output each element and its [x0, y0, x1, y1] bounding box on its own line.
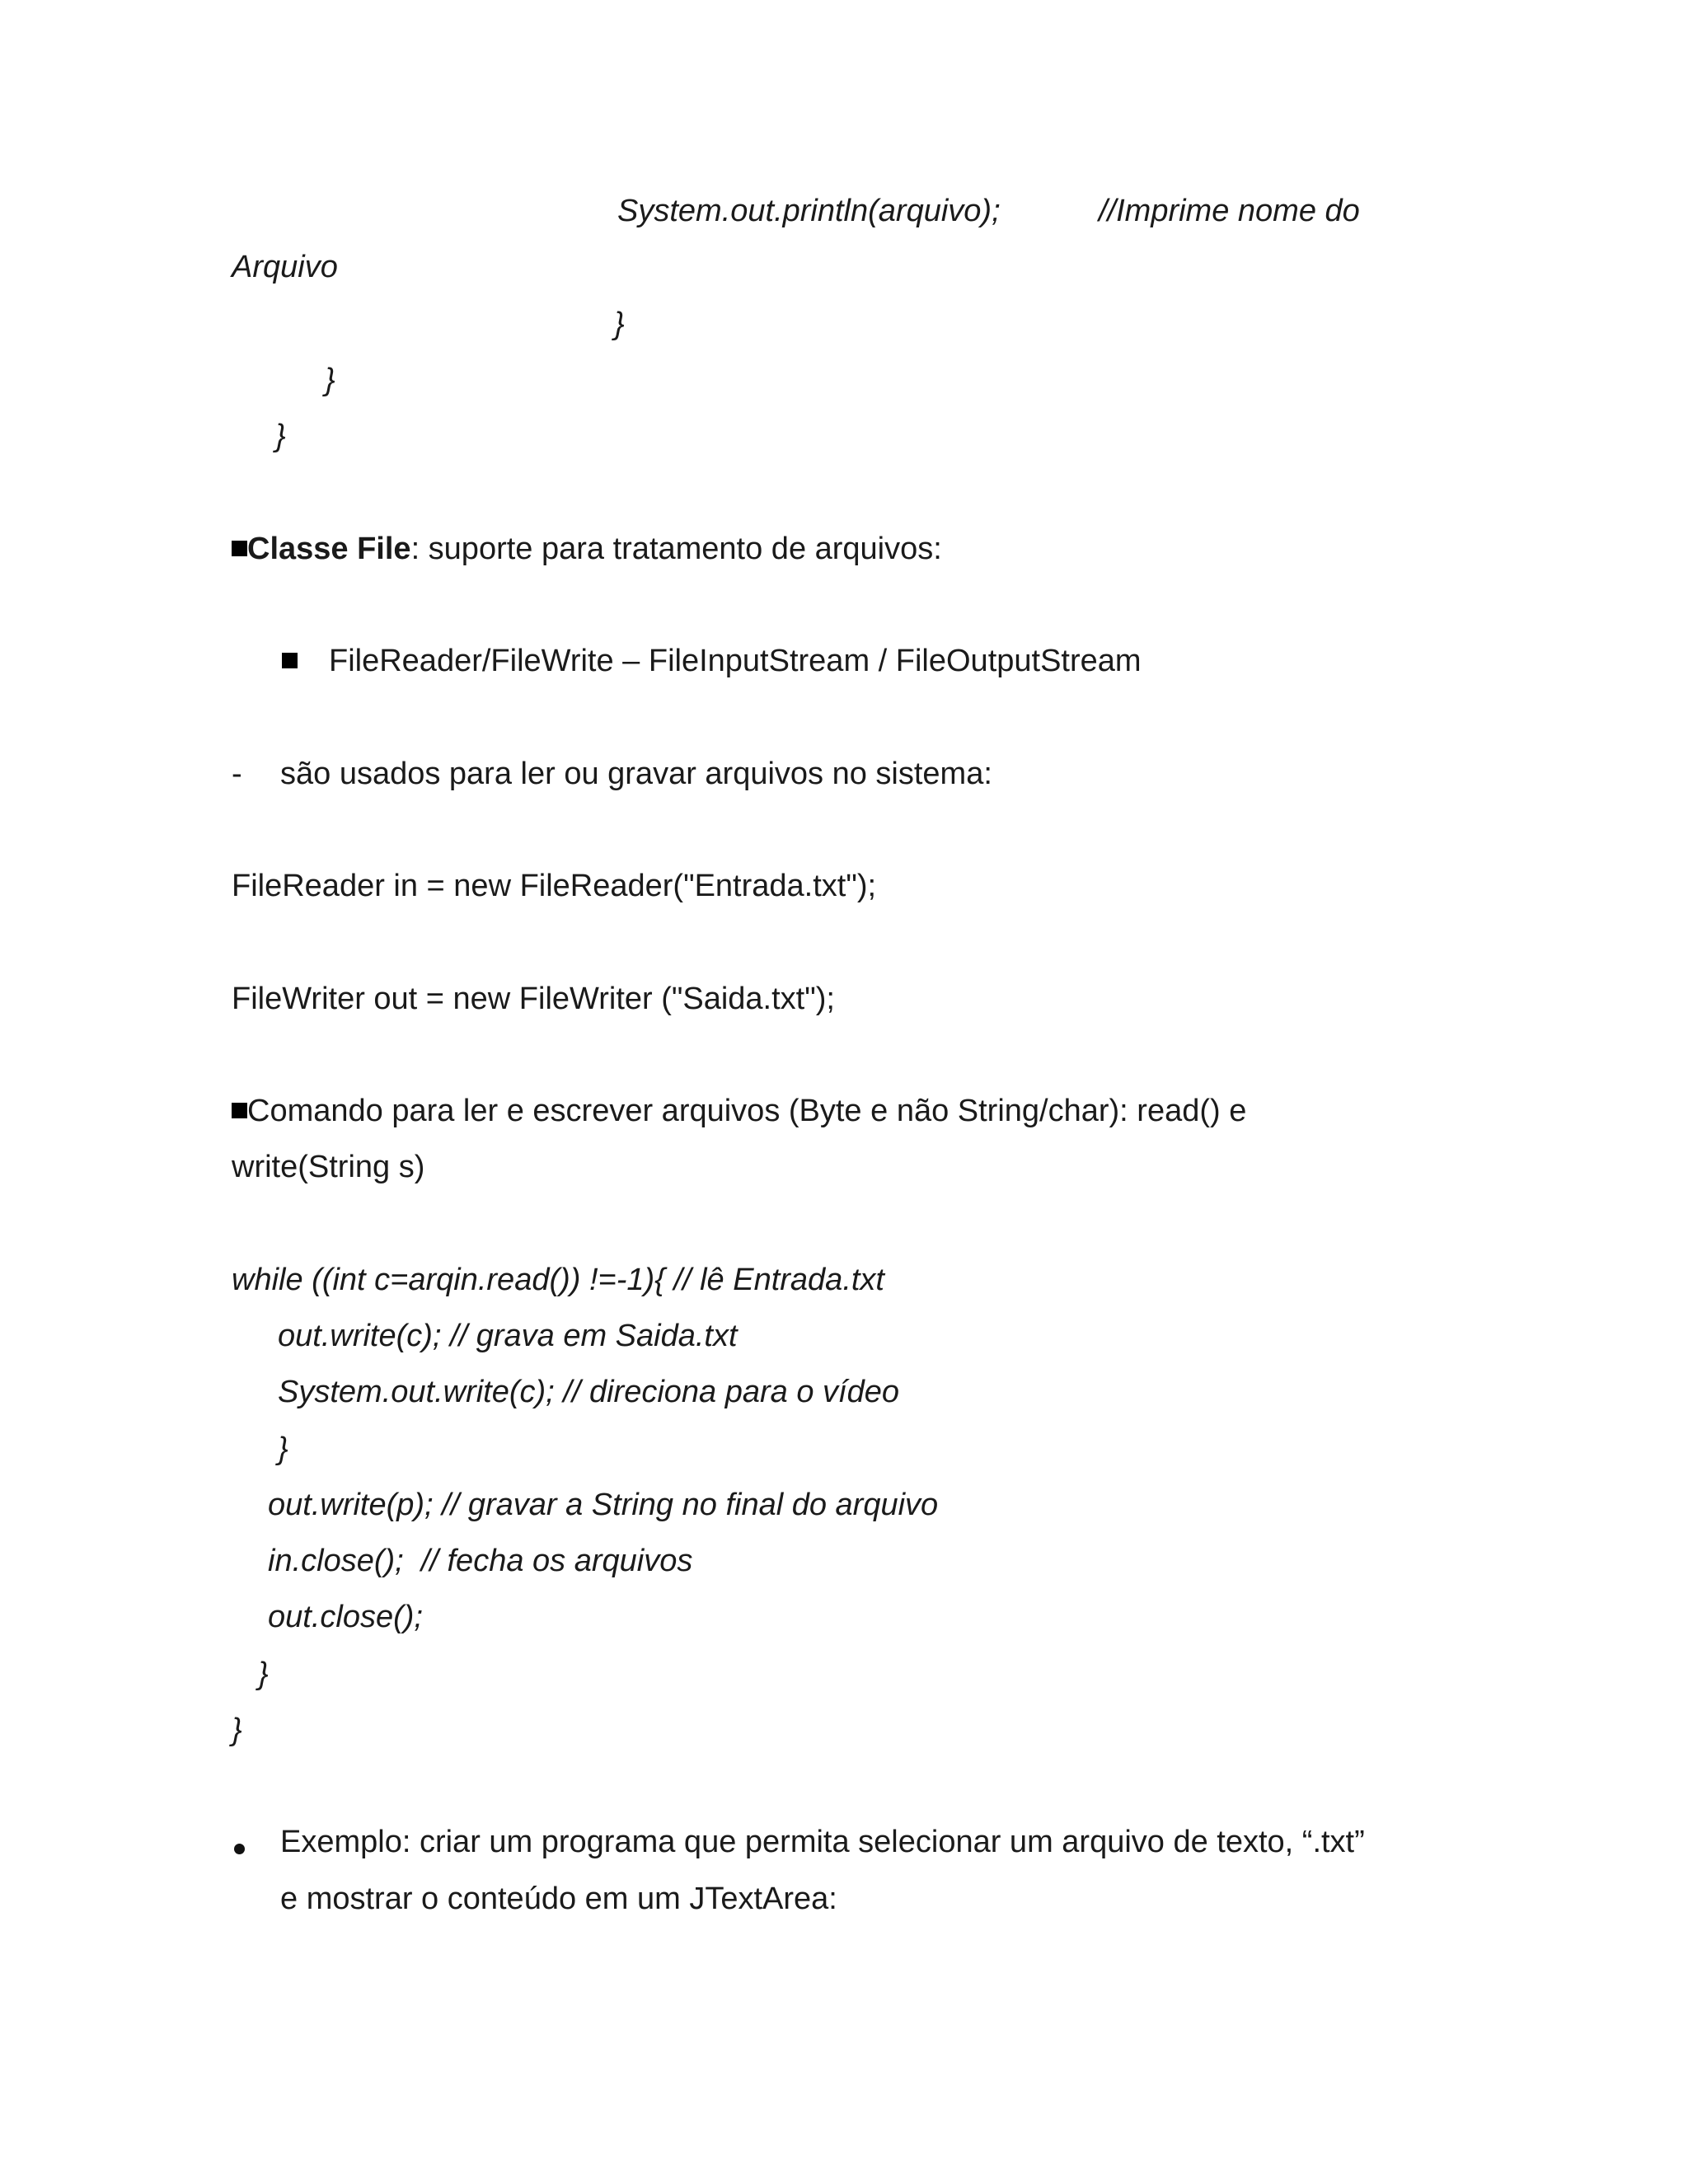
- round-bullet-icon: [234, 1844, 245, 1854]
- code-comment-continuation: Arquivo: [232, 250, 338, 284]
- code-filewriter: FileWriter out = new FileWriter ("Saida.txt");: [232, 982, 835, 1016]
- code-filereader: FileReader in = new FileReader("Entrada.txt");: [232, 869, 877, 903]
- loop-code-line: while ((int c=arqin.read()) !=-1){ // lê Entrada.txt: [232, 1263, 884, 1297]
- dash-item-text: são usados para ler ou gravar arquivos no sistema:: [280, 757, 992, 791]
- sub-bullet-item: [282, 642, 298, 680]
- loop-code-line: out.write(p); // gravar a String no final do arquivo: [268, 1488, 939, 1522]
- exemplo-line-2: e mostrar o conteúdo em um JTextArea:: [280, 1882, 837, 1916]
- exemplo-line-1: Exemplo: criar um programa que permita selecionar um arquivo de texto, “.txt”: [280, 1825, 1365, 1859]
- square-bullet-icon: [232, 1103, 247, 1118]
- sub-bullet-text: FileReader/FileWrite – FileInputStream / FileOutputStream: [329, 644, 1142, 678]
- code-comment: //Imprime nome do: [1099, 194, 1360, 228]
- loop-code-line: out.close();: [268, 1600, 423, 1634]
- dash-marker: -: [232, 757, 242, 791]
- loop-code-line: }: [258, 1657, 269, 1691]
- classe-file-title: Classe File: [247, 532, 411, 566]
- code-closing-brace: }: [614, 307, 625, 341]
- code-closing-brace: }: [325, 363, 335, 397]
- code-println: System.out.println(arquivo);: [617, 194, 1001, 228]
- square-bullet-icon: [232, 541, 247, 556]
- loop-code-line: }: [232, 1713, 242, 1747]
- classe-file-description: : suporte para tratamento de arquivos:: [410, 532, 942, 566]
- loop-code-line: out.write(c); // grava em Saida.txt: [278, 1319, 738, 1353]
- comando-text: Comando para ler e escrever arquivos (Byte e não String/char): read() e: [247, 1094, 1247, 1128]
- loop-code-line: in.close(); // fecha os arquivos: [268, 1544, 693, 1578]
- classe-file-heading: [232, 530, 942, 568]
- square-bullet-icon: [282, 653, 298, 668]
- comando-line-1: [232, 1092, 1246, 1130]
- loop-code-line: System.out.write(c); // direciona para o vídeo: [278, 1375, 899, 1409]
- loop-code-line: }: [278, 1432, 288, 1466]
- comando-line-2: write(String s): [232, 1150, 425, 1184]
- code-closing-brace: }: [275, 419, 286, 453]
